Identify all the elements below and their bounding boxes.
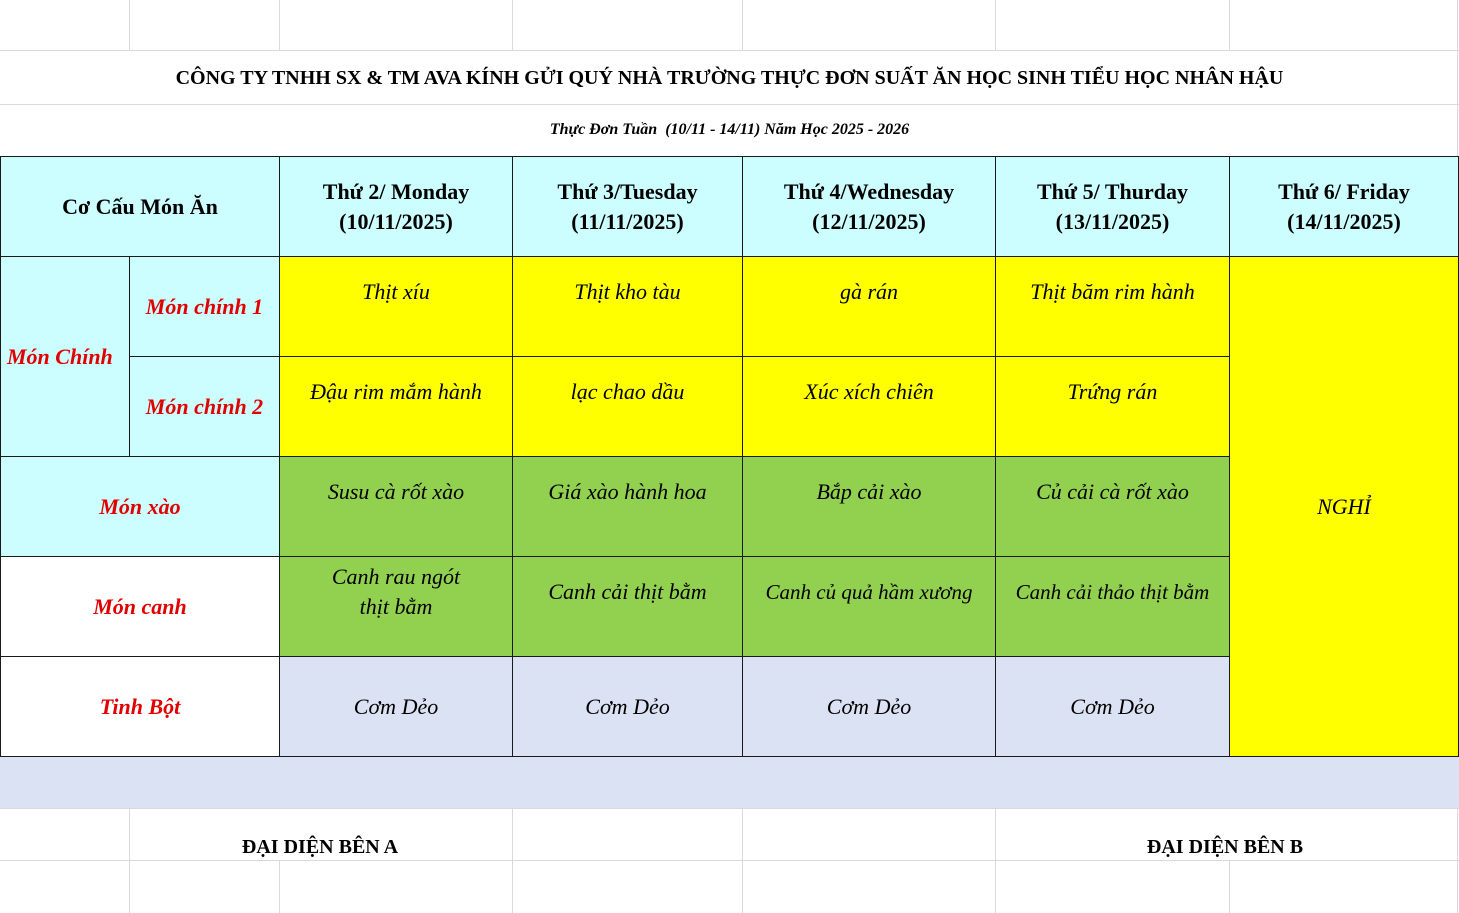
day-header-fri [1229, 156, 1459, 257]
day-header-tue [512, 156, 743, 257]
menu-cell: Susu cà rốt xào [279, 456, 513, 557]
gridline [129, 808, 130, 913]
menu-cell: Trứng rán [995, 356, 1230, 457]
menu-cell: Củ cải cà rốt xào [995, 456, 1230, 557]
signature-party-b: ĐẠI DIỆN BÊN B [1146, 835, 1304, 858]
category-starch: Tinh Bột [0, 656, 280, 757]
day-date: (14/11/2025) [1287, 208, 1401, 234]
menu-cell: Cơm Dẻo [512, 656, 743, 757]
day-name: Thứ 5/ Thurday [1037, 178, 1188, 204]
day-date: (11/11/2025) [571, 208, 684, 234]
day-name: Thứ 4/Wednesday [783, 178, 955, 204]
spacer-band [0, 757, 1459, 808]
day-name: Thứ 6/ Friday [1278, 178, 1410, 204]
day-header-mon [279, 156, 513, 257]
category-main1: Món chính 1 [129, 256, 280, 357]
gridline [995, 808, 996, 913]
gridline [742, 808, 743, 913]
menu-cell: Canh rau ngót thịt bằm [279, 556, 513, 657]
gridline [512, 0, 513, 50]
gridline [742, 0, 743, 50]
menu-cell: Thịt xíu [279, 256, 513, 357]
day-header-thu [995, 156, 1230, 257]
menu-cell: Thịt kho tàu [512, 256, 743, 357]
gridline [129, 0, 130, 50]
category-main2: Món chính 2 [129, 356, 280, 457]
category-stir-fry: Món xào [0, 456, 280, 557]
day-date: (12/11/2025) [812, 208, 926, 234]
friday-off-cell: NGHỈ [1229, 256, 1459, 757]
signature-party-a: ĐẠI DIỆN BÊN A [241, 835, 399, 858]
day-name: Thứ 3/Tuesday [557, 178, 698, 204]
menu-cell: Canh cải thảo thịt bằm [995, 556, 1230, 657]
structure-label: Cơ Cấu Món Ăn [62, 193, 218, 219]
structure-header [0, 156, 280, 257]
menu-cell: Cơm Dẻo [995, 656, 1230, 757]
menu-cell: lạc chao dầu [512, 356, 743, 457]
page-title: CÔNG TY TNHH SX & TM AVA KÍNH GỬI QUÝ NHÀ TRƯỜNG THỰC ĐƠN SUẤT ĂN HỌC SINH TIỂU HỌC NHÂN HẬU [175, 66, 1284, 89]
gridline [0, 50, 1459, 51]
menu-cell: Bắp cải xào [742, 456, 996, 557]
menu-cell: Đậu rim mắm hành [279, 356, 513, 457]
menu-cell: Canh củ quả hầm xương [742, 556, 996, 657]
day-name: Thứ 2/ Monday [322, 178, 470, 204]
day-header-wed [742, 156, 996, 257]
menu-cell: Thịt băm rim hành [995, 256, 1230, 357]
gridline [279, 0, 280, 50]
menu-cell: Cơm Dẻo [742, 656, 996, 757]
menu-cell: Giá xào hành hoa [512, 456, 743, 557]
category-soup: Món canh [0, 556, 280, 657]
menu-cell: gà rán [742, 256, 996, 357]
menu-cell: Cơm Dẻo [279, 656, 513, 757]
day-date: (10/11/2025) [339, 208, 453, 234]
gridline [512, 808, 513, 913]
gridline [1229, 0, 1230, 50]
page-subtitle: Thực Đơn Tuần (10/11 - 14/11) Năm Học 2025 - 2026 [549, 121, 910, 138]
gridline [995, 0, 996, 50]
menu-cell: Canh cải thịt bằm [512, 556, 743, 657]
day-date: (13/11/2025) [1055, 208, 1170, 234]
menu-cell: Xúc xích chiên [742, 356, 996, 457]
gridline [0, 808, 1459, 809]
category-main: Món Chính [0, 256, 130, 457]
